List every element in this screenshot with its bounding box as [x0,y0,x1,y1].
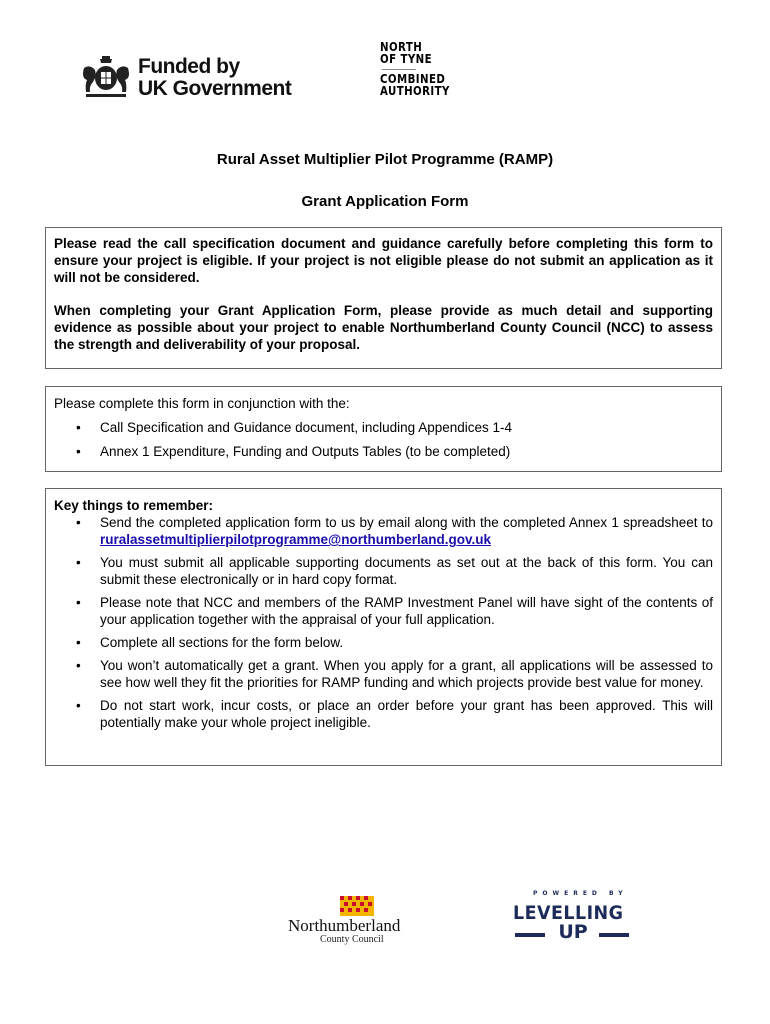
bullet-icon: • [76,698,81,713]
list-item [54,514,713,548]
list-item [54,657,713,691]
list-item [54,443,713,460]
conjunction-intro: Please complete this form in conjunction with the: [54,396,350,411]
northumberland-logo [288,896,428,946]
list-item [54,634,713,651]
list-item-text: Do not start work, incur costs, or place an order before your grant has been approved. This will potentially make your whole project ineligible. [100,698,713,730]
list-item-text: You must submit all applicable supporting documents as set out at the back of this form. You can submit these electronically or in hard copy format. [100,555,713,587]
nt-logo-divider [380,65,448,74]
nt-logo-line: NORTH [380,40,423,54]
north-of-tyne-logo [380,42,448,108]
gov-logo-line1: Funded by [138,55,240,78]
gov-logo-line2: UK Government [138,77,292,100]
list-item-text: Please note that NCC and members of the RAMP Investment Panel will have sight of the contents of your application together with the appraisal of your full application. [100,595,713,627]
bullet-icon: • [76,595,81,610]
ncc-crest-icon [340,896,374,916]
notice-box [45,227,722,369]
list-item [54,594,713,628]
form-subtitle: Grant Application Form [301,193,469,210]
list-item [54,419,713,436]
page-title: Rural Asset Multiplier Pilot Programme (RAMP) [216,151,554,168]
list-item-text: Send the completed application form to us by email along with the completed Annex 1 spreadsheet to [100,515,713,530]
ncc-name: Northumberland [288,916,401,935]
email-link[interactable]: ruralassetmultiplierpilotprogramme@northumberland.gov.uk [100,532,491,547]
nt-logo-line: AUTHORITY [380,83,450,98]
uk-government-logo [80,54,310,104]
lu-line1: LEVELLING [513,902,624,924]
ncc-sub: County Council [320,934,384,945]
bullet-icon: • [76,635,81,650]
nt-logo-line: OF TYNE [380,51,433,66]
lu-bar-right [599,933,629,937]
bullet-icon: • [76,658,81,673]
list-item-text: Call Specification and Guidance document, including Appendices 1-4 [100,420,513,435]
list-item-text: Complete all sections for the form below. [100,635,344,650]
nt-logo-line: COMBINED [380,72,446,86]
lu-line2: UP [558,921,588,943]
list-item-text: Annex 1 Expenditure, Funding and Outputs Tables (to be completed) [100,444,511,459]
remember-heading: Key things to remember: [54,498,214,513]
notice-paragraph-2: When completing your Grant Application Form, please provide as much detail and supporting evidence as possible about your project to enable Northumberland County Council (NCC) to assess the strength and deliverability of your proposal. [54,303,713,352]
list-item-text: You won’t automatically get a grant. When you apply for a grant, all applications will be assessed to see how well they fit the priorities for RAMP funding and which projects provide best value for money. [100,658,713,690]
royal-crest-icon [80,54,132,100]
bullet-icon: • [76,420,81,435]
bullet-icon: • [76,444,81,459]
levelling-up-logo [513,890,633,948]
list-item [54,697,713,731]
conjunction-box [45,386,722,472]
remember-box [45,488,722,766]
bullet-icon: • [76,555,81,570]
gov-logo-text [138,56,291,100]
lu-powered-by: POWERED BY [533,890,628,897]
notice-paragraph-1: Please read the call specification document and guidance carefully before completing this form to ensure your project is eligible. If your project is not eligible please do not submit an application as it will not be considered. [54,236,713,285]
bullet-icon: • [76,515,81,530]
list-item [54,554,713,588]
